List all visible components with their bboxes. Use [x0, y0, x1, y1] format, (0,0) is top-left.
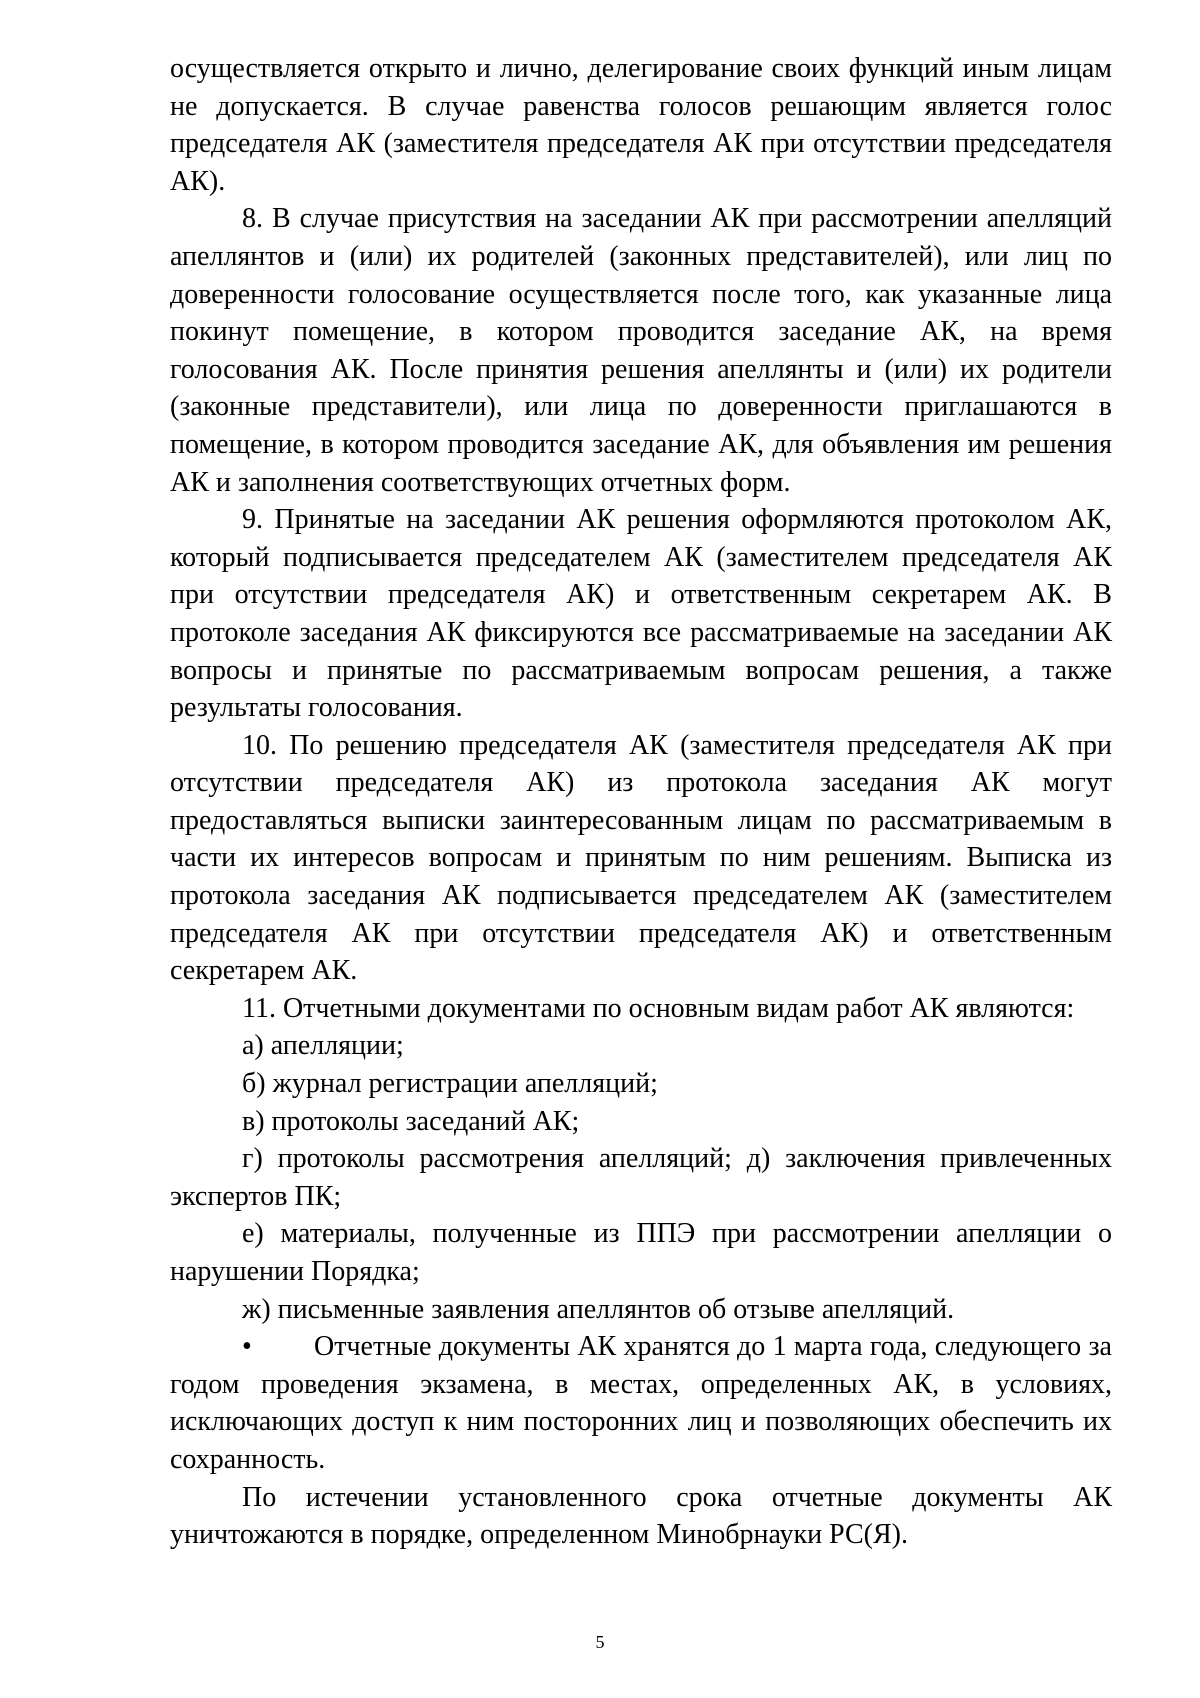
list-item-g: г) протоколы рассмотрения апелляций; д) заключения привлеченных экспертов ПК;	[170, 1143, 1112, 1212]
bullet-text: Отчетные документы АК хранятся до 1 марта года, следующего за годом проведения экзамена, в местах, определенных АК, в условиях, исключающих доступ к ним посторонних лиц и позволяющих обеспечить их сохранность.	[170, 1331, 1112, 1475]
document-body	[170, 50, 1112, 1554]
paragraph-item-8: 8. В случае присутствия на заседании АК при рассмотрении апелляций апеллянтов и (или) их родителей (законных представителей), или лиц по доверенности голосование осуществляется после того, как указанные лица покинут помещение, в котором проводится заседание АК, на время голосования АК. После принятия решения апеллянты и (или) их родители (законные представители), или лица по доверенности приглашаются в помещение, в котором проводится заседание АК, для объявления им решения АК и заполнения соответствующих отчетных форм.	[170, 203, 1112, 498]
paragraph-item-9: 9. Принятые на заседании АК решения оформляются протоколом АК, который подписывается председателем АК (заместителем председателя АК при отсутствии председателя АК) и ответственным секретарем АК. В протоколе заседания АК фиксируются все рассматриваемые на заседании АК вопросы и принятые по рассматриваемым вопросам решения, а также результаты голосования.	[170, 504, 1112, 724]
paragraph-voting-continued: осуществляется открыто и лично, делегирование своих функций иным лицам не допускается. В случае равенства голосов решающим является голос председателя АК (заместителя председателя АК при отсутствии председателя АК).	[170, 53, 1112, 197]
list-item-a: а) апелляции;	[242, 1030, 404, 1062]
page-number: 5	[595, 1632, 605, 1652]
list-item-e: е) материалы, полученные из ППЭ при рассмотрении апелляции о нарушении Порядка;	[170, 1218, 1112, 1287]
list-item-v: в) протоколы заседаний АК;	[242, 1105, 580, 1137]
list-item-b: б) журнал регистрации апелляций;	[242, 1068, 658, 1100]
bullet-mark: •	[242, 1331, 252, 1363]
paragraph-item-10: 10. По решению председателя АК (заместителя председателя АК при отсутствии председателя АК) из протокола заседания АК могут предоставляться выписки заинтересованным лицам по рассматриваемым в части их интересов вопросам и принятым по ним решениям. Выписка из протокола заседания АК подписывается председателем АК (заместителем председателя АК при отсутствии председателя АК) и ответственным секретарем АК.	[170, 729, 1112, 987]
paragraph-final: По истечении установленного срока отчетные документы АК уничтожаются в порядке, определенном Минобрнауки РС(Я).	[170, 1481, 1112, 1551]
bullet-paragraph	[170, 1328, 1112, 1478]
paragraph-item-11: 11. Отчетными документами по основным видам работ АК являются:	[242, 992, 1075, 1024]
list-item-zh: ж) письменные заявления апеллянтов об отзыве апелляций.	[242, 1293, 955, 1325]
